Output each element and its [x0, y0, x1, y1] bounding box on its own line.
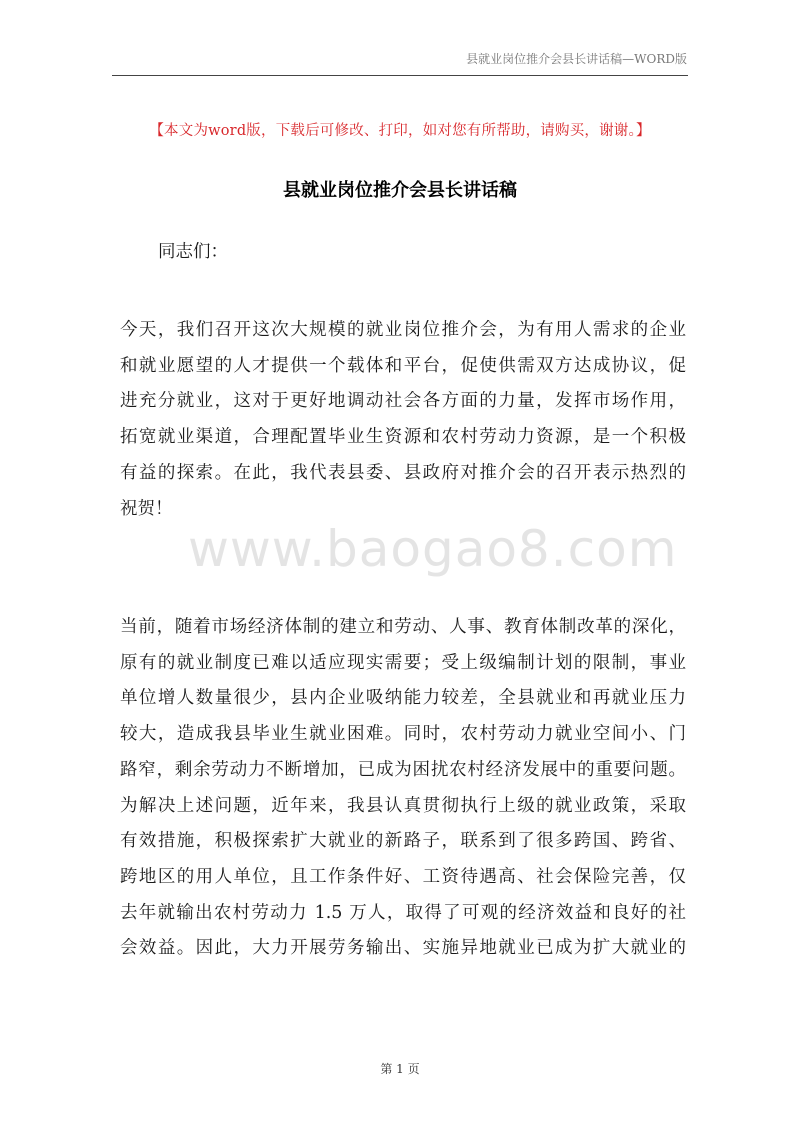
- header-divider: [112, 75, 688, 76]
- paragraph-line: 拓宽就业渠道，合理配置毕业生资源和农村劳动力资源，是一个积极: [120, 427, 686, 448]
- paragraph-line: 去年就输出农村劳动力 1.5 万人，取得了可观的经济效益和良好的社: [120, 902, 686, 923]
- paragraph-line: 进充分就业，这对于更好地调动社会各方面的力量，发挥市场作用，: [120, 391, 686, 412]
- page-number: 第 1 页: [380, 1062, 420, 1076]
- paragraph-line: 较大，造成我县毕业生就业困难。同时，农村劳动力就业空间小、门: [120, 724, 686, 745]
- watermark-text: www.baogao8.com: [188, 520, 678, 578]
- paragraph-line: 祝贺！: [120, 498, 173, 519]
- purchase-notice: 【本文为word版，下载后可修改、打印，如对您有所帮助，请购买，谢谢。】: [149, 123, 651, 139]
- paragraph-line: 当前，随着市场经济体制的建立和劳动、人事、教育体制改革的深化，: [120, 617, 686, 637]
- salutation: 同志们：: [158, 242, 228, 262]
- paragraph-line: 会效益。因此，大力开展劳务输出、实施异地就业已成为扩大就业的: [120, 938, 686, 959]
- paragraph-line: 单位增人数量很少，县内企业吸纳能力较差，全县就业和再就业压力: [120, 688, 686, 709]
- paragraph-line: 今天，我们召开这次大规模的就业岗位推介会，为有用人需求的企业: [120, 320, 686, 340]
- paragraph-line: 为解决上述问题，近年来，我县认真贯彻执行上级的就业政策，采取: [120, 795, 686, 816]
- paragraph-line: 和就业愿望的人才提供一个载体和平台，促使供需双方达成协议，促: [120, 355, 686, 376]
- running-header: 县就业岗位推介会县长讲话稿—WORD版: [466, 52, 687, 66]
- paragraph-line: 原有的就业制度已难以适应现实需要；受上级编制计划的限制，事业: [120, 652, 686, 673]
- document-title: 县就业岗位推介会县长讲话稿: [283, 180, 517, 201]
- paragraph-1: [120, 313, 686, 527]
- paragraph-line: 跨地区的用人单位，且工作条件好、工资待遇高、社会保险完善，仅: [120, 866, 686, 887]
- paragraph-line: 有效措施，积极探索扩大就业的新路子，联系到了很多跨国、跨省、: [120, 831, 686, 852]
- paragraph-line: 有益的探索。在此，我代表县委、县政府对推介会的召开表示热烈的: [120, 462, 686, 483]
- paragraph-2: [120, 610, 686, 967]
- paragraph-line: 路窄，剩余劳动力不断增加，已成为困扰农村经济发展中的重要问题。: [120, 759, 686, 780]
